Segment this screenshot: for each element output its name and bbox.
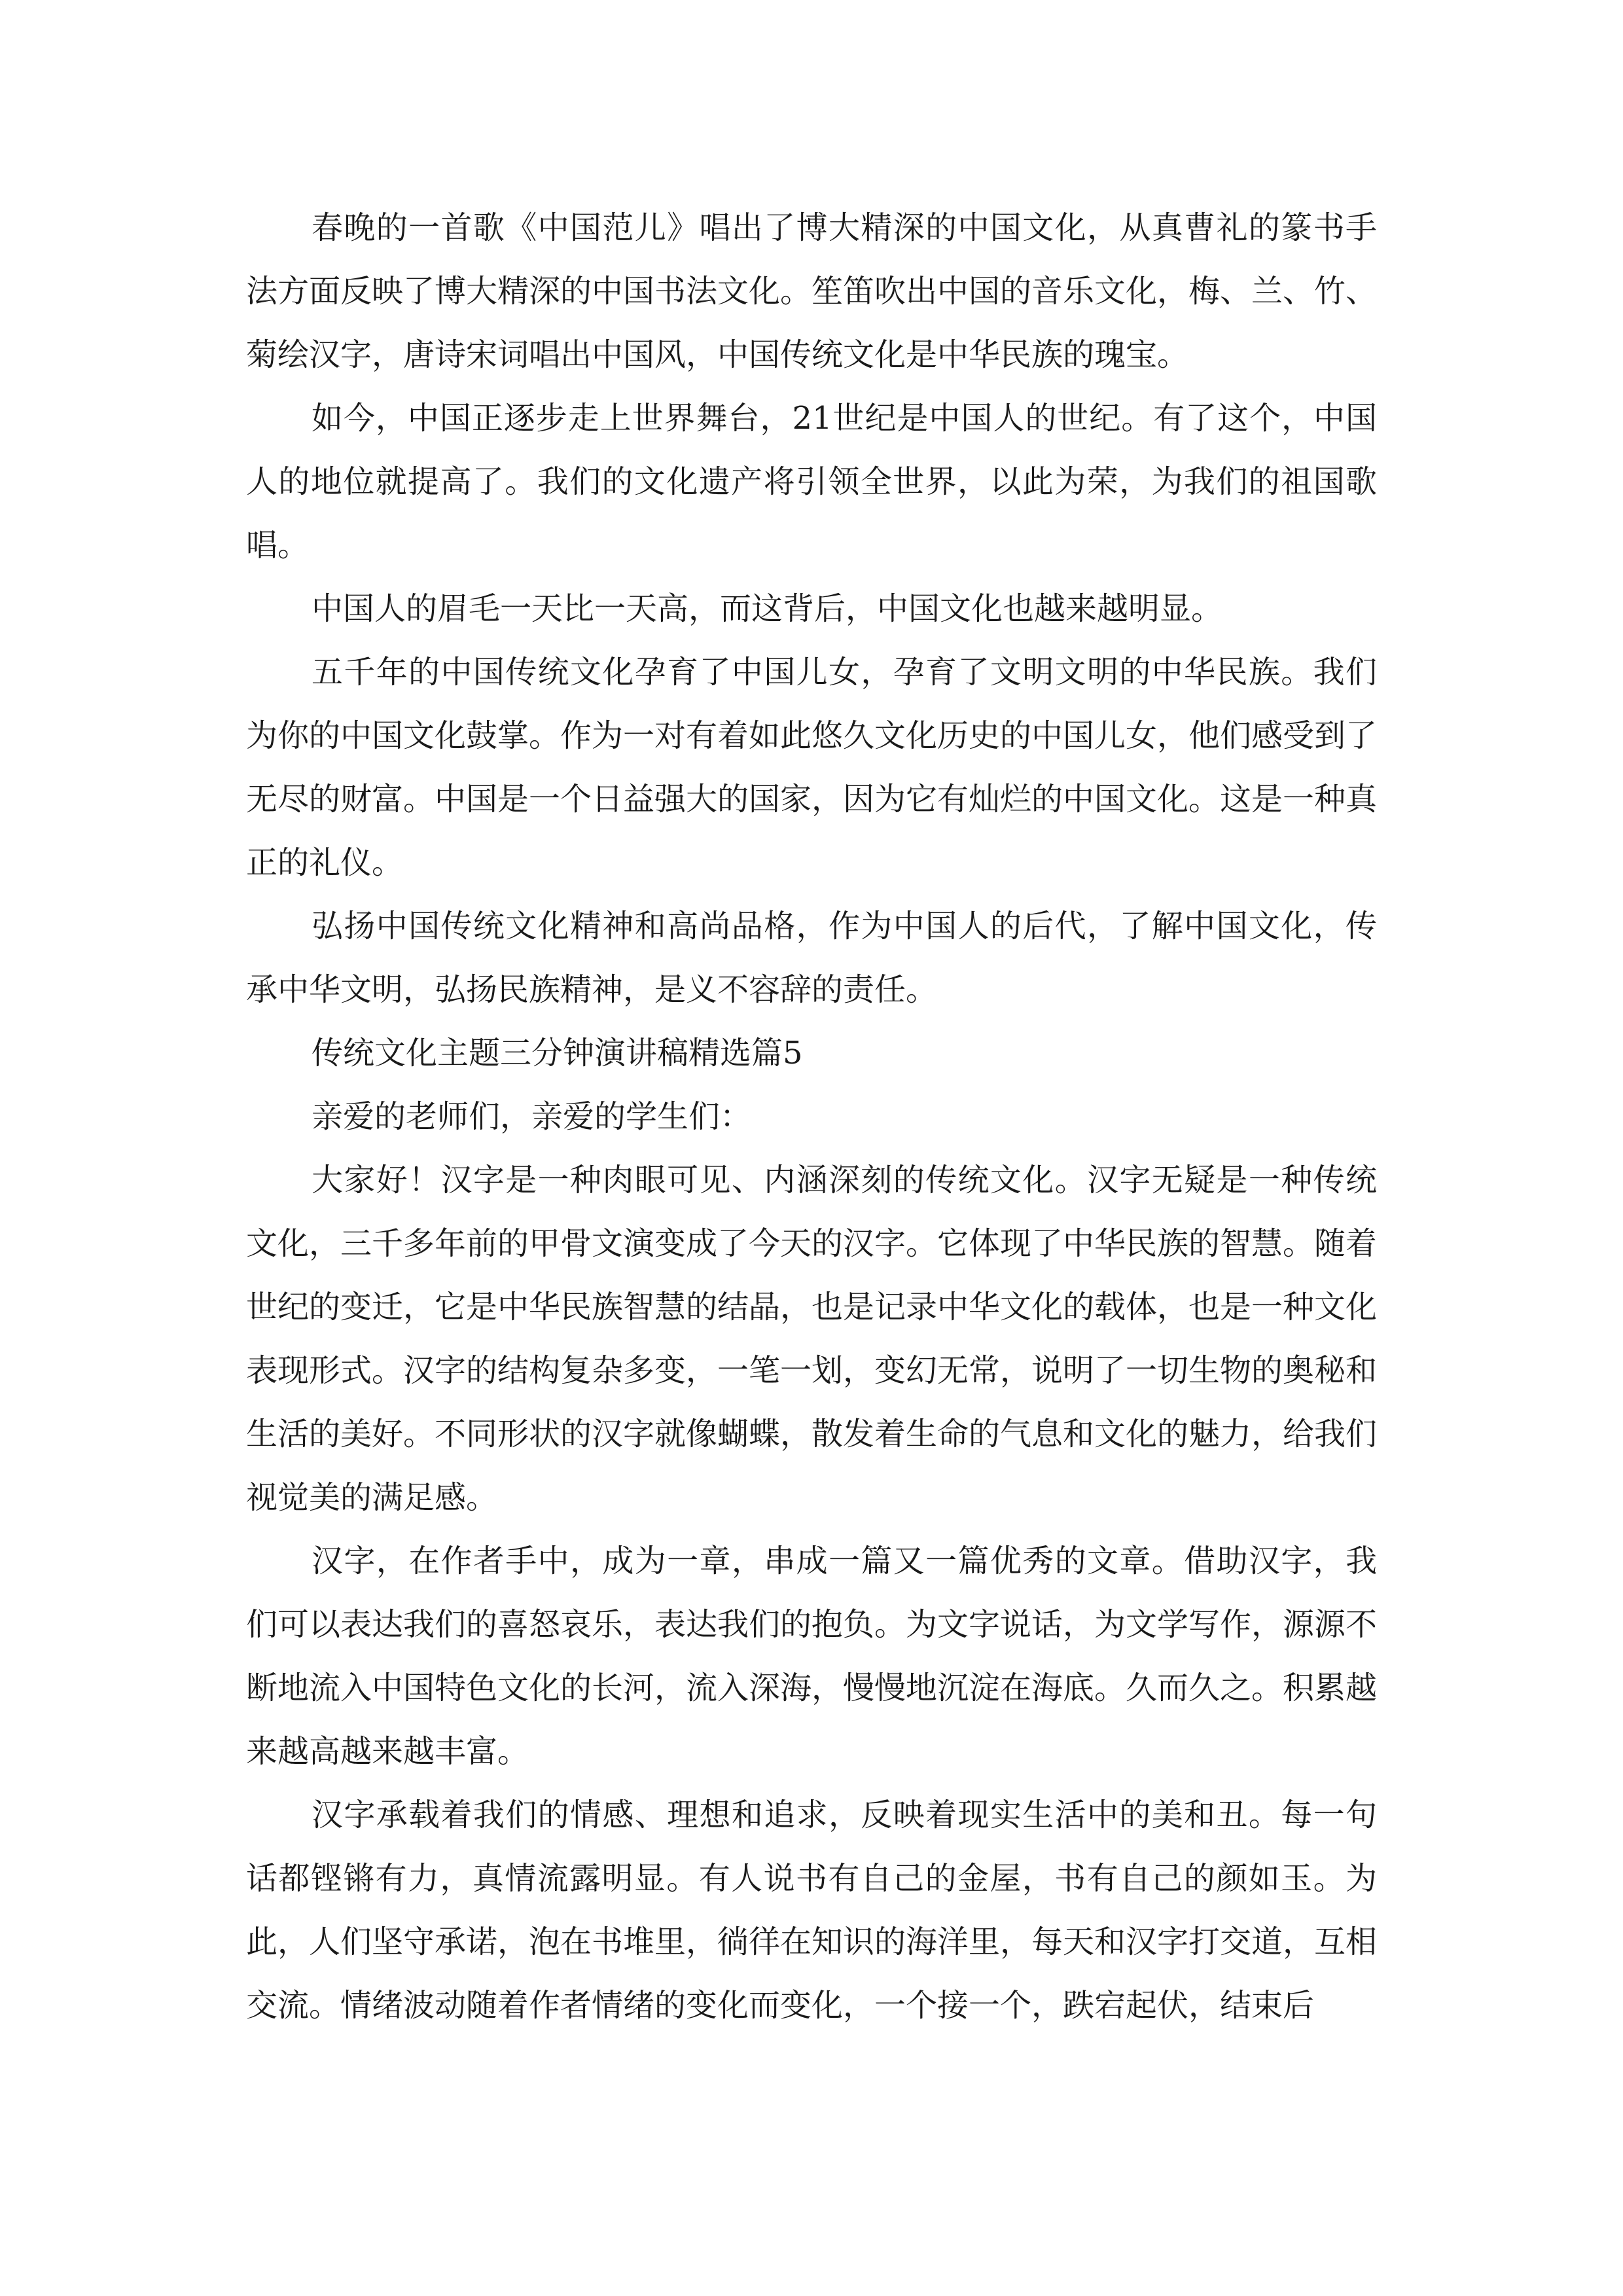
paragraph-3: 中国人的眉毛一天比一天高，而这背后，中国文化也越来越明显。 <box>312 590 1223 627</box>
section-title: 传统文化主题三分钟演讲稿精选篇5 <box>312 1035 803 1071</box>
paragraph-1: 春晚的一首歌《中国范儿》唱出了博大精深的中国文化，从真曹礼的篆书手法方面反映了博大精深的中国书法文化。笙笛吹出中国的音乐文化，梅、兰、竹、菊绘汉字，唐诗宋词唱出中国风，中国传统文化是中华民族的瑰宝。 <box>246 209 1378 373</box>
document-body <box>246 196 1377 2037</box>
paragraph-5: 弘扬中国传统文化精神和高尚品格，作为中国人的后代，了解中国文化，传承中华文明，弘扬民族精神，是义不容辞的责任。 <box>246 908 1377 1008</box>
salutation: 亲爱的老师们，亲爱的学生们： <box>312 1098 752 1135</box>
paragraph-9: 汉字，在作者手中，成为一章，串成一篇又一篇优秀的文章。借助汉字，我们可以表达我们的喜怒哀乐，表达我们的抱负。为文字说话，为文学写作，源源不断地流入中国特色文化的长河，流入深海，慢慢地沉淀在海底。久而久之。积累越来越高越来越丰富。 <box>246 1543 1378 1770</box>
paragraph-4: 五千年的中国传统文化孕育了中国儿女，孕育了文明文明的中华民族。我们为你的中国文化鼓掌。作为一对有着如此悠久文化历史的中国儿女，他们感受到了无尽的财富。中国是一个日益强大的国家，因为它有灿烂的中国文化。这是一种真正的礼仪。 <box>246 654 1378 881</box>
paragraph-10: 汉字承载着我们的情感、理想和追求，反映着现实生活中的美和丑。每一句话都铿锵有力，真情流露明显。有人说书有自己的金屋，书有自己的颜如玉。为此，人们坚守承诺，泡在书堆里，徜徉在知识的海洋里，每天和汉字打交道，互相交流。情绪波动随着作者情绪的变化而变化，一个接一个，跌宕起伏，结束后 <box>246 1797 1378 2024</box>
paragraph-2: 如今，中国正逐步走上世界舞台，21世纪是中国人的世纪。有了这个，中国人的地位就提高了。我们的文化遗产将引领全世界，以此为荣，为我们的祖国歌唱。 <box>246 400 1377 564</box>
paragraph-8: 大家好！汉字是一种肉眼可见、内涵深刻的传统文化。汉字无疑是一种传统文化，三千多年前的甲骨文演变成了今天的汉字。它体现了中华民族的智慧。随着世纪的变迁，它是中华民族智慧的结晶，也是记录中华文化的载体，也是一种文化表现形式。汉字的结构复杂多变，一笔一划，变幻无常，说明了一切生物的奥秘和生活的美好。不同形状的汉字就像蝴蝶，散发着生命的气息和文化的魅力，给我们视觉美的满足感。 <box>246 1162 1378 1516</box>
